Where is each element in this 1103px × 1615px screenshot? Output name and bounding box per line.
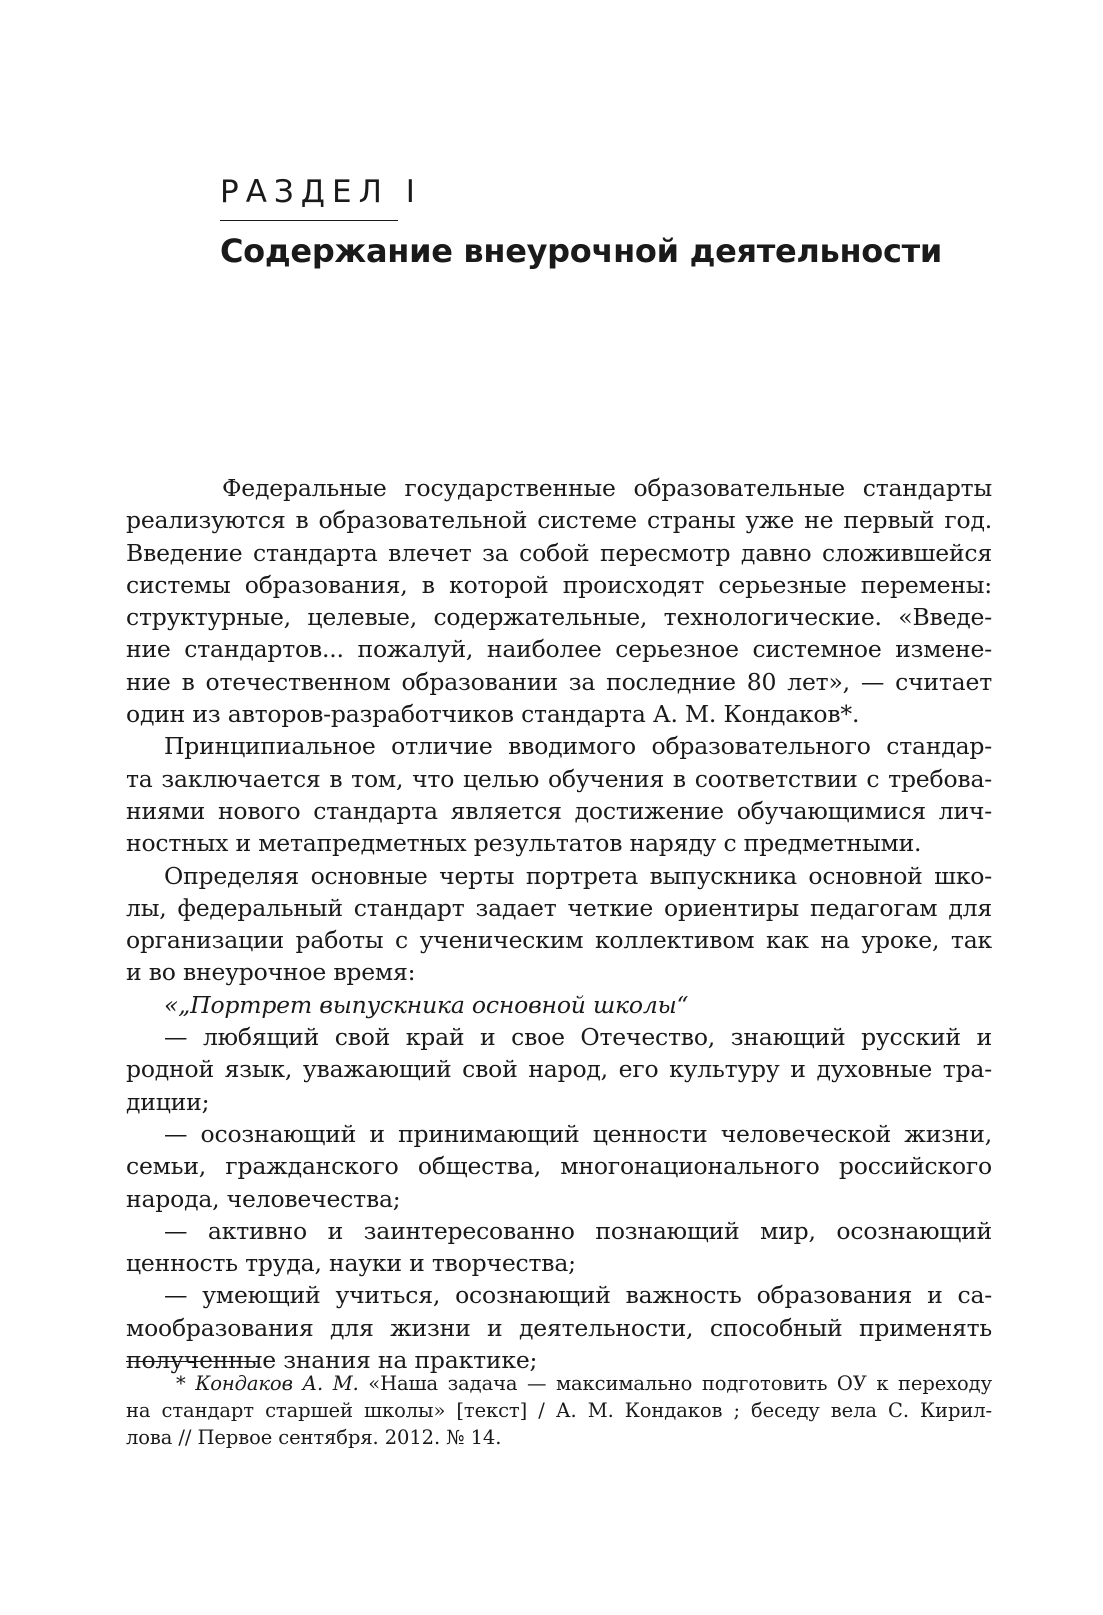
paragraph-line: ностных и метапредметных результатов наряду с предметными. — [126, 829, 922, 858]
body-text — [126, 472, 992, 1376]
footnote-line — [126, 1370, 992, 1397]
footnote — [126, 1370, 992, 1451]
section-underline — [220, 220, 398, 221]
footnote-line: на стандарт старшей школы» [текст] / А. М. Кондаков ; беседу вела С. Кирил- — [126, 1399, 992, 1422]
paragraph-line: лы, федеральный стандарт задает четкие ориентиры педагогам для — [126, 893, 992, 922]
footnote-line: лова // Первое сентября. 2012. № 14. — [126, 1426, 502, 1449]
list-item-line: ценность труда, науки и творчества; — [126, 1249, 576, 1278]
paragraph-line: ние в отечественном образовании за последние 80 лет», — считает — [126, 667, 992, 696]
list-item-line: семьи, гражданского общества, многонационального российского — [126, 1152, 992, 1181]
list-item-line: — активно и заинтересованно познающий мир, осознающий — [164, 1216, 992, 1245]
paragraph-line: организации работы с ученическим коллективом как на уроке, так — [126, 926, 992, 955]
list-item-line: народа, человечества; — [126, 1184, 401, 1213]
paragraph-line: Определяя основные черты портрета выпускника основной шко- — [164, 861, 992, 890]
list-item-line: — осознающий и принимающий ценности человеческой жизни, — [164, 1119, 992, 1148]
list-item-line: мообразования для жизни и деятельности, способный применять — [126, 1313, 992, 1342]
paragraph-line: ние стандартов... пожалуй, наиболее серьезное системное измене- — [126, 635, 992, 664]
paragraph-line: Принципиальное отличие вводимого образовательного стандар- — [164, 732, 992, 761]
footnote-separator — [126, 1361, 258, 1362]
paragraph-line: и во внеурочное время: — [126, 958, 416, 987]
footnote-marker: * — [176, 1372, 186, 1395]
list-item-line: диции; — [126, 1087, 210, 1116]
paragraph-line: та заключается в том, что целью обучения в соответствии с требова- — [126, 764, 992, 793]
list-item-line: родной язык, уважающий свой народ, его культуру и духовные тра- — [126, 1055, 992, 1084]
paragraph-line: Федеральные государственные образовательные стандарты — [222, 474, 992, 502]
paragraph-line: структурные, целевые, содержательные, технологические. «Введе- — [126, 603, 992, 632]
list-item-line: полученные знания на практике; — [126, 1346, 538, 1375]
paragraph-line: один из авторов-разработчиков стандарта А. М. Кондаков*. — [126, 700, 860, 729]
footnote-text: «Наша задача — максимально подготовить ОУ к переходу — [368, 1372, 992, 1395]
list-item-line: — любящий свой край и свое Отечество, знающий русский и — [164, 1023, 992, 1052]
section-label: РАЗДЕЛ I — [220, 174, 422, 210]
list-item-line: — умеющий учиться, осознающий важность образования и са- — [164, 1281, 992, 1310]
paragraph-line: Введение стандарта влечет за собой пересмотр давно сложившейся — [126, 538, 992, 567]
paragraph-line: ниями нового стандарта является достижение обучающимися лич- — [126, 796, 992, 825]
paragraph-line: системы образования, в которой происходят серьезные перемены: — [126, 570, 992, 599]
footnote-author: Кондаков А. М. — [195, 1372, 359, 1395]
quote-heading: «„Портрет выпускника основной школы“ — [164, 990, 689, 1019]
paragraph-line: реализуются в образовательной системе страны уже не первый год. — [126, 506, 992, 535]
chapter-title: Содержание внеурочной деятельности — [220, 232, 943, 270]
